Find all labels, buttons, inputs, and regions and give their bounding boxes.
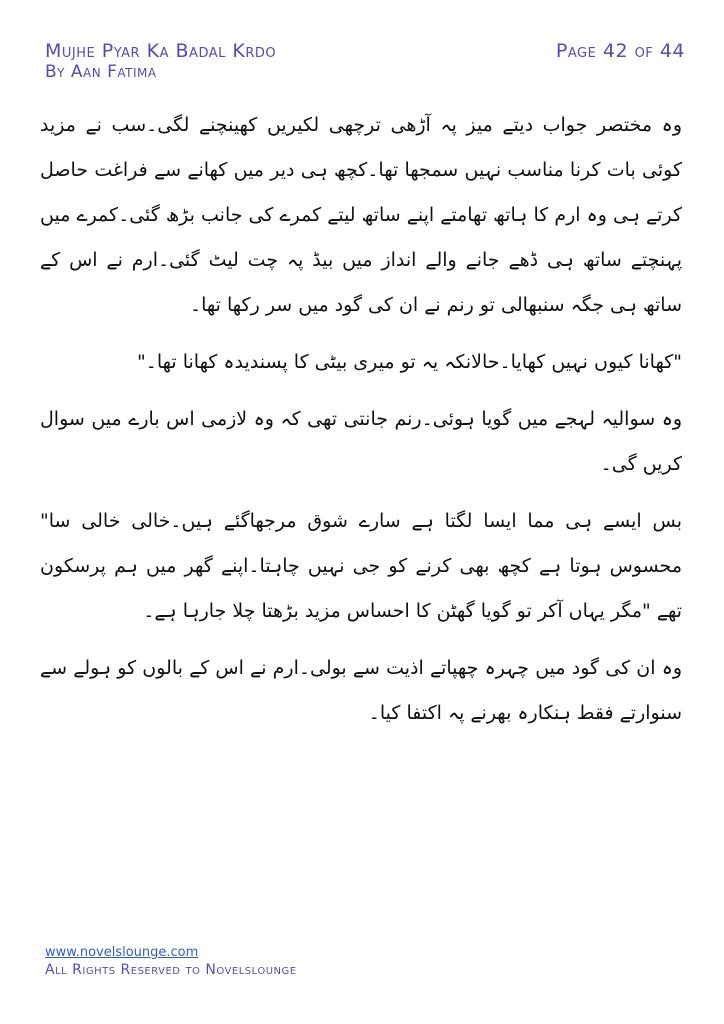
page-header	[45, 40, 685, 82]
page-footer	[45, 944, 297, 979]
novel-title: Mujhe Pyar Ka Badal Krdo	[45, 40, 277, 62]
paragraph-4: بس ایسے ہی مما ایسا لگتا ہے سارے شوق مرجھاگئے ہیں۔خالی خالی سا" محسوس ہوتا ہے کچھ بھی کرنے کو جی نہیں چاہتا۔اپنے گھر میں ہم پرسکون تھے "مگر یہاں آکر تو گویا گھٹن کا احساس مزید بڑھتا چلا جارہا ہے۔	[40, 510, 682, 622]
rights-notice: All Rights Reserved to Novelslounge	[45, 962, 297, 978]
paragraph-1: وہ مختصر جواب دیتے میز پہ آڑھی ترچھی لکیریں کھینچنے لگی۔سب نے مزید کوئی بات کرنا مناسب نہیں سمجھا تھا۔کچھ ہی دیر میں کھانے سے فراغت حاصل کرتے ہی وہ ارم کا ہاتھ تھامتے اپنے ساتھ لیتے کمرے کی جانب بڑھ گئی۔کمرے میں پہنچتے ساتھ ہی ڈھے جانے والے انداز میں بیڈ پہ چت لیٹ گئی۔ارم نے اس کے ساتھ ہی جگہ سنبھالی تو رنم نے ان کی گود میں سر رکھا تھا۔	[40, 114, 682, 316]
story-text	[40, 103, 682, 748]
author-line: By Aan Fatima	[45, 62, 157, 82]
paragraph-2: "کھانا کیوں نہیں کھایا۔حالانکہ یہ تو میری بیٹی کا پسندیدہ کھانا تھا۔"	[136, 351, 682, 373]
page-number: Page 42 of 44	[555, 40, 685, 62]
website-link[interactable]: www.novelslounge.com	[45, 945, 199, 960]
paragraph-5: وہ ان کی گود میں چہرہ چھپاتے اذیت سے بولی۔ارم نے اس کے بالوں کو ہولے سے سنوارتے فقط ہنکارہ بھرنے پہ اکتفا کیا۔	[40, 657, 682, 724]
paragraph-3: وہ سوالیہ لہجے میں گویا ہوئی۔رنم جانتی تھی کہ وہ لازمی اس بارے میں سوال کریں گی۔	[40, 408, 682, 475]
